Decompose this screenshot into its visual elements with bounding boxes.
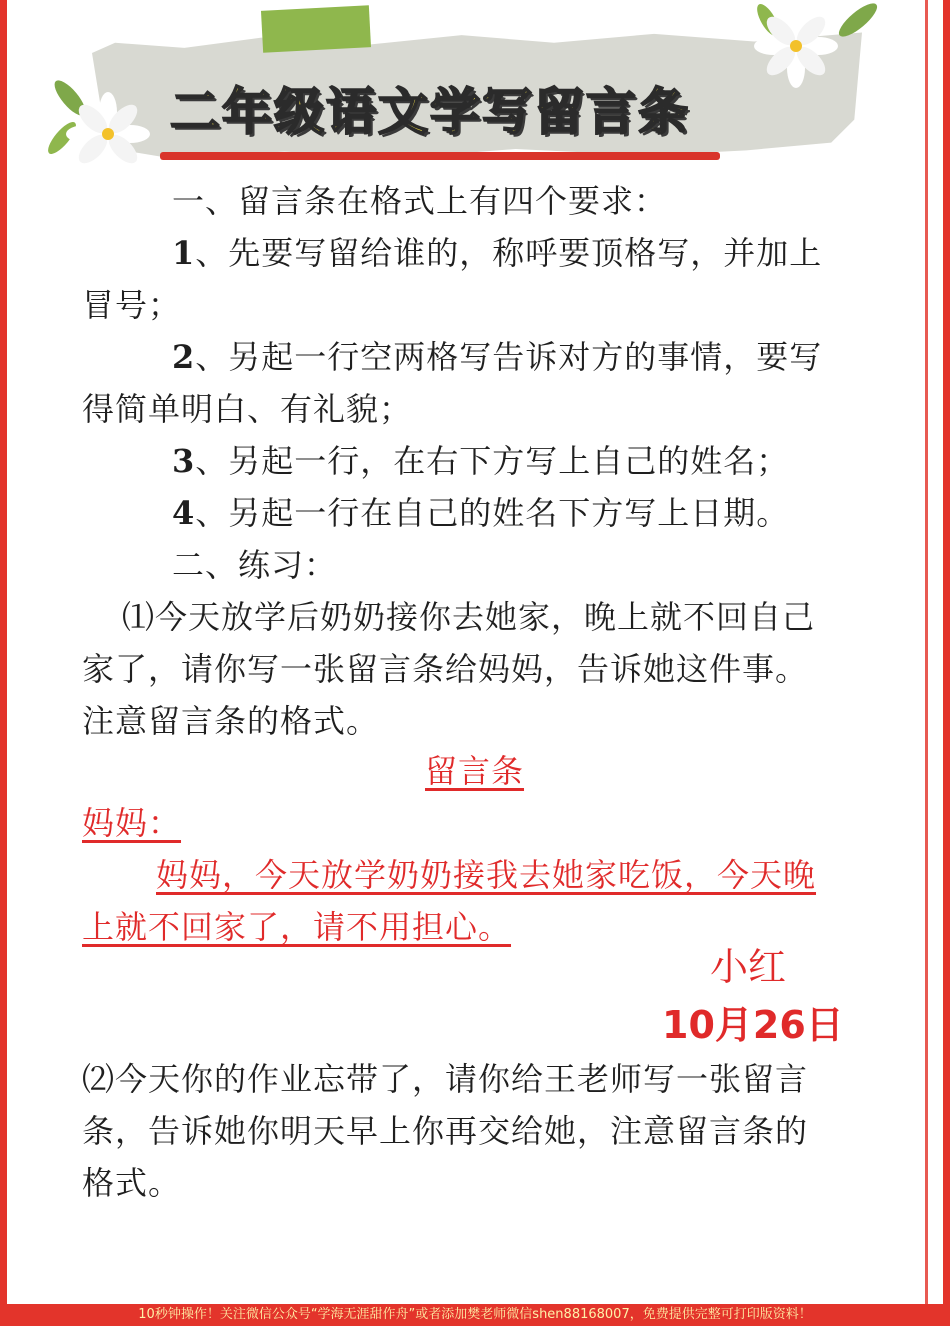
exercise2-line3: 格式。	[82, 1164, 182, 1202]
section2-heading: 二、练习：	[172, 546, 338, 584]
page-title: 二年级语文学写留言条	[170, 83, 690, 141]
exercise2-line2: 条，告诉她你明天早上你再交给她，注意留言条的	[82, 1112, 809, 1150]
rule-2-continued: 得简单明白、有礼貌；	[82, 390, 413, 428]
note-title: 留言条	[425, 752, 525, 790]
exercise1-line3: 注意留言条的格式。	[82, 702, 380, 740]
note-date: 10月26日	[662, 1003, 844, 1047]
header-red-strip	[160, 152, 720, 160]
note-greeting: 妈妈：	[82, 804, 182, 842]
section1-heading: 一、留言条在格式上有四个要求：	[172, 182, 668, 220]
rule-number: 3	[172, 442, 196, 480]
note-body-line2: 上就不回家了，请不用担心。	[82, 908, 512, 946]
page-border-left	[0, 0, 7, 1326]
exercise1-line2: 家了，请你写一张留言条给妈妈，告诉她这件事。	[82, 650, 809, 688]
tape-decoration	[261, 5, 371, 53]
note-signature: 小红	[710, 945, 787, 989]
rule-number: 4	[172, 494, 196, 532]
rule-text: 、先要写留给谁的，称呼要顶格写，并加上	[195, 234, 823, 272]
exercise2-line1: ⑵今天你的作业忘带了，请你给王老师写一张留言	[82, 1060, 809, 1098]
rule-number: 2	[172, 338, 196, 376]
rule-1	[172, 228, 950, 274]
exercise1-line1: ⑴今天放学后奶奶接你去她家，晚上就不回自己	[122, 598, 816, 636]
note-body-line1: 妈妈，今天放学奶奶接我去她家吃饭，今天晚	[156, 856, 817, 894]
rule-1-continued: 冒号；	[82, 286, 182, 324]
rule-2	[172, 332, 950, 378]
flower-icon	[40, 68, 160, 188]
rule-3	[172, 436, 950, 482]
rule-text: 、另起一行，在右下方写上自己的姓名；	[195, 442, 790, 480]
rule-text: 、另起一行空两格写告诉对方的事情，要写	[195, 338, 823, 376]
rule-number: 1	[172, 234, 196, 272]
footer-banner: 10秒钟操作！关注微信公众号“学海无涯甜作舟”或者添加樊老师微信shen88168007，免费提供完整可打印版资料！	[0, 1304, 950, 1326]
rule-text: 、另起一行在自己的姓名下方写上日期。	[195, 494, 790, 532]
rule-4	[172, 488, 950, 534]
